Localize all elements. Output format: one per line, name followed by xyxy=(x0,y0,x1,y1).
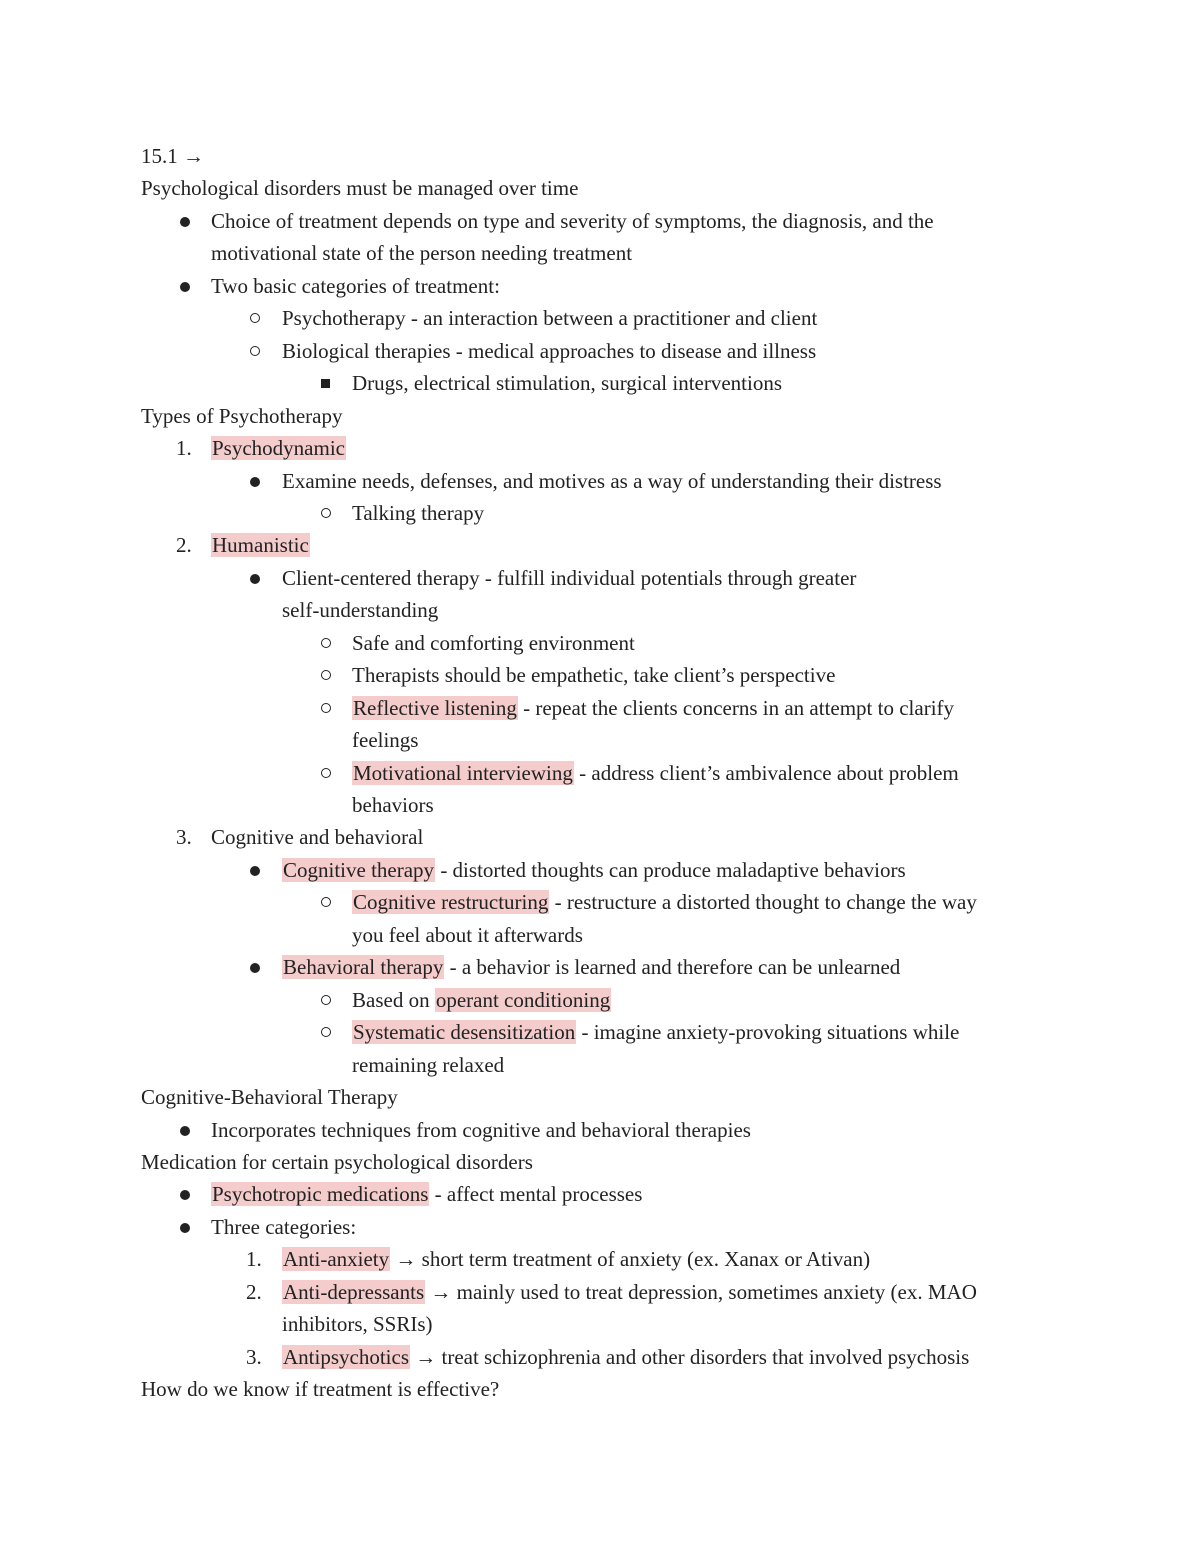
highlighted-term: Psychotropic medications xyxy=(212,1182,429,1207)
line-text xyxy=(282,951,900,983)
list-number: 1. xyxy=(176,436,192,461)
line-text xyxy=(282,302,817,334)
text-segment: → mainly used to treat depression, sometimes anxiety (ex. MAO xyxy=(425,1279,977,1304)
text-segment: - affect mental processes xyxy=(429,1182,643,1207)
line-text xyxy=(282,465,942,497)
highlighted-term: Systematic desensitization xyxy=(353,1020,576,1045)
line-text xyxy=(352,497,484,529)
bullet-circle-icon xyxy=(250,346,260,356)
line-text xyxy=(211,237,632,269)
bullet-circle-icon xyxy=(321,768,331,778)
line-text xyxy=(282,854,906,886)
highlighted-term: Psychodynamic xyxy=(212,436,345,461)
text-segment: Three categories: xyxy=(211,1214,357,1239)
bullet-disc-icon xyxy=(180,217,190,227)
line-text xyxy=(141,400,343,432)
line-text xyxy=(211,1114,751,1146)
line-text xyxy=(352,659,835,691)
text-segment: Psychological disorders must be managed over time xyxy=(141,176,579,201)
line-text xyxy=(282,1308,433,1340)
bullet-circle-icon xyxy=(321,638,331,648)
bullet-circle-icon xyxy=(321,670,331,680)
highlighted-term: Humanistic xyxy=(212,533,309,558)
line-text xyxy=(352,919,583,951)
list-number: 2. xyxy=(176,533,192,558)
list-number: 2. xyxy=(246,1279,262,1304)
highlighted-term: Behavioral therapy xyxy=(283,955,444,980)
text-segment: Examine needs, defenses, and motives as a way of understanding their distress xyxy=(282,468,942,493)
text-segment: Talking therapy xyxy=(352,500,485,525)
bullet-circle-icon xyxy=(321,703,331,713)
text-segment: Client-centered therapy - fulfill individual potentials through greater xyxy=(282,565,857,590)
text-segment: self-understanding xyxy=(282,598,439,623)
highlighted-term: Motivational interviewing xyxy=(353,760,573,785)
text-segment: - restructure a distorted thought to change the way xyxy=(549,890,977,915)
list-number: 1. xyxy=(246,1247,262,1272)
highlighted-term: Anti-depressants xyxy=(283,1279,425,1304)
text-segment: Based on xyxy=(352,987,435,1012)
line-text xyxy=(141,172,578,204)
highlighted-term: Cognitive therapy xyxy=(283,857,435,882)
text-segment: Drugs, electrical stimulation, surgical interventions xyxy=(352,371,783,396)
text-segment: Medication for certain psychological disorders xyxy=(141,1149,533,1174)
line-text xyxy=(211,1211,356,1243)
line-text xyxy=(211,432,346,464)
bullet-disc-icon xyxy=(250,574,260,584)
bullet-disc-icon xyxy=(180,282,190,292)
list-number: 3. xyxy=(246,1344,262,1369)
bullet-square-icon xyxy=(321,379,330,388)
bullet-disc-icon xyxy=(250,866,260,876)
line-text xyxy=(352,886,977,918)
highlighted-term: Anti-anxiety xyxy=(283,1247,390,1272)
bullet-disc-icon xyxy=(180,1223,190,1233)
bullet-circle-icon xyxy=(250,313,260,323)
text-segment: you feel about it afterwards xyxy=(352,922,583,947)
list-number: 3. xyxy=(176,825,192,850)
line-text xyxy=(211,205,934,237)
line-text xyxy=(211,1178,642,1210)
text-segment: - repeat the clients concerns in an attempt to clarify xyxy=(517,695,955,720)
text-segment: Two basic categories of treatment: xyxy=(211,273,500,298)
text-segment: Therapists should be empathetic, take client’s perspective xyxy=(352,663,836,688)
line-text xyxy=(211,529,310,561)
text-segment: → short term treatment of anxiety (ex. Xanax or Ativan) xyxy=(390,1247,871,1272)
text-segment: Cognitive-Behavioral Therapy xyxy=(141,1085,398,1110)
line-text xyxy=(211,821,423,853)
line-text xyxy=(211,270,500,302)
line-text xyxy=(282,1276,977,1308)
text-segment: Incorporates techniques from cognitive and behavioral therapies xyxy=(211,1117,751,1142)
line-text xyxy=(352,724,418,756)
text-segment: behaviors xyxy=(352,793,434,817)
line-text xyxy=(141,1146,533,1178)
line-text xyxy=(141,1373,499,1405)
line-text xyxy=(352,1016,959,1048)
highlighted-term: Cognitive restructuring xyxy=(353,890,549,915)
text-segment: Psychotherapy - an interaction between a practitioner and client xyxy=(282,306,818,331)
line-text xyxy=(282,335,816,367)
line-text xyxy=(141,1081,398,1113)
highlighted-term: Antipsychotics xyxy=(283,1344,409,1369)
text-segment: - address client’s ambivalence about problem xyxy=(573,760,959,785)
text-segment: motivational state of the person needing treatment xyxy=(211,241,633,266)
text-segment: Safe and comforting environment xyxy=(352,630,635,655)
highlighted-term: Reflective listening xyxy=(353,695,517,720)
bullet-circle-icon xyxy=(321,995,331,1005)
line-text xyxy=(282,1243,870,1275)
bullet-circle-icon xyxy=(321,508,331,518)
highlighted-term: operant conditioning xyxy=(435,987,611,1012)
text-segment: remaining relaxed xyxy=(352,1052,505,1077)
text-segment: 15.1 → xyxy=(141,144,204,168)
line-text xyxy=(141,140,204,172)
line-text xyxy=(352,367,782,399)
line-text xyxy=(352,627,635,659)
line-text xyxy=(352,757,959,789)
bullet-circle-icon xyxy=(321,1027,331,1037)
bullet-disc-icon xyxy=(180,1190,190,1200)
text-segment: How do we know if treatment is effective? xyxy=(141,1377,500,1402)
bullet-circle-icon xyxy=(321,897,331,907)
text-segment: Biological therapies - medical approaches to disease and illness xyxy=(282,338,817,363)
text-segment: Types of Psychotherapy xyxy=(141,403,343,428)
text-segment: Cognitive and behavioral xyxy=(211,825,424,850)
text-segment: - a behavior is learned and therefore can be unlearned xyxy=(444,955,901,980)
text-segment: inhibitors, SSRIs) xyxy=(282,1312,433,1337)
bullet-disc-icon xyxy=(180,1126,190,1136)
line-text xyxy=(352,1049,504,1081)
text-segment: Choice of treatment depends on type and severity of symptoms, the diagnosis, and the xyxy=(211,208,934,233)
line-text xyxy=(282,594,438,626)
bullet-disc-icon xyxy=(250,963,260,973)
line-text xyxy=(282,562,856,594)
text-segment: - distorted thoughts can produce maladaptive behaviors xyxy=(435,857,906,882)
line-text xyxy=(352,984,611,1016)
line-text xyxy=(352,789,434,821)
text-segment: → treat schizophrenia and other disorders that involved psychosis xyxy=(410,1344,970,1369)
line-text xyxy=(352,692,954,724)
line-text xyxy=(282,1341,969,1373)
text-segment: feelings xyxy=(352,728,419,753)
bullet-disc-icon xyxy=(250,477,260,487)
text-segment: - imagine anxiety-provoking situations while xyxy=(576,1020,960,1045)
